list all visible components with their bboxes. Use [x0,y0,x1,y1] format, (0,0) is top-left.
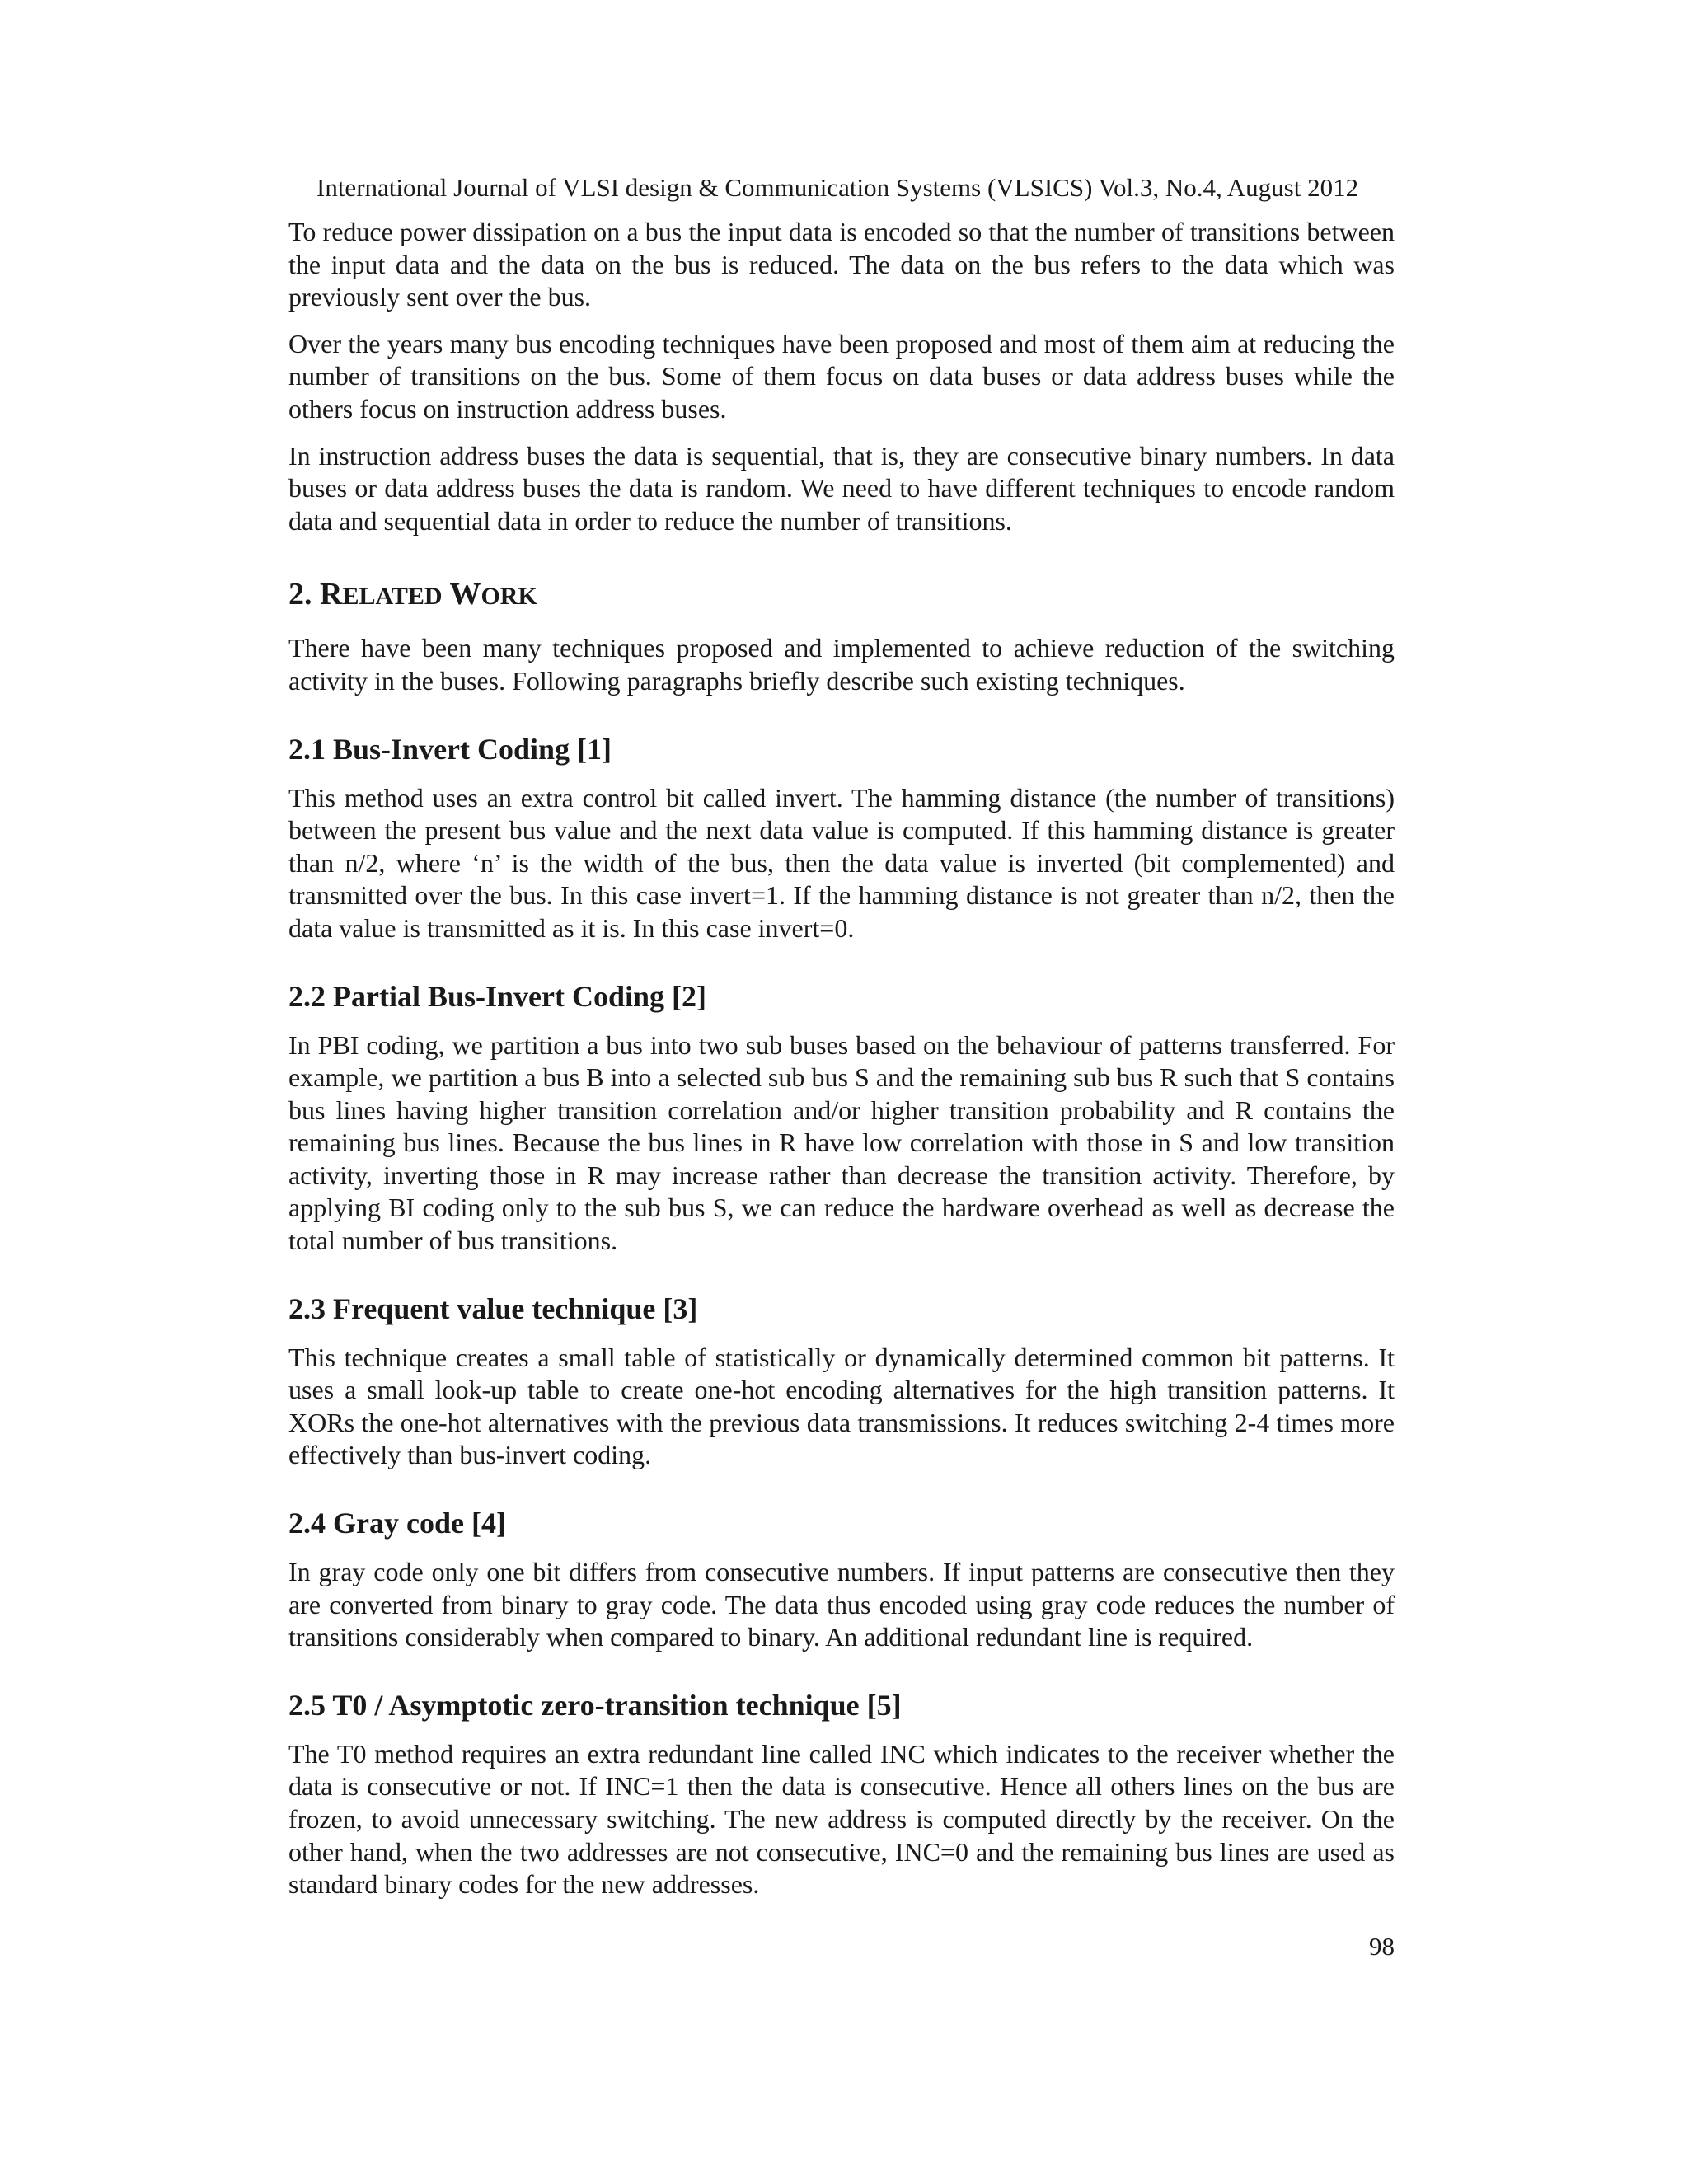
subsection-heading-t0: 2.5 T0 / Asymptotic zero-transition technique [5] [288,1688,902,1722]
section-number: 2. [288,577,312,612]
related-work-paragraph: There have been many techniques proposed and implemented to achieve reduction of the switching activity in the buses. Following paragraphs briefly describe such existing techniques. [288,633,1395,696]
intro-paragraph-3: In instruction address buses the data is sequential, that is, they are consecutive binary numbers. In data buses or data address buses the data is random. We need to have different techniques to encode random data and sequential data in order to reduce the number of transitions. [288,440,1395,536]
intro-paragraph-2: Over the years many bus encoding techniques have been proposed and most of them aim at reducing the number of transitions on the bus. Some of them focus on data buses or data address buses while the others focus on instruction address buses. [288,328,1395,424]
subsection-heading-frequent-value: 2.3 Frequent value technique [3] [288,1291,698,1325]
running-header: International Journal of VLSI design & Communication Systems (VLSICS) Vol.3, No.4, August 2012 [316,173,1359,202]
section-title-ork: ORK [481,583,537,611]
page-content [288,216,1395,1915]
subsection-heading-gray-code: 2.4 Gray code [4] [288,1507,506,1540]
subsection-heading-bus-invert: 2.1 Bus-Invert Coding [1] [288,732,612,766]
subsection-heading-partial-bus-invert: 2.2 Partial Bus-Invert Coding [2] [288,979,706,1013]
intro-paragraph-1: To reduce power dissipation on a bus the input data is encoded so that the number of transitions between the input data and the data on the bus is reduced. The data on the bus refers to the data which was previously sent over the bus. [288,217,1395,312]
section-title-elated: ELATED [342,583,443,611]
page-number: 98 [1369,1932,1395,1961]
subsection-paragraph-partial-bus-invert: In PBI coding, we partition a bus into two sub buses based on the behaviour of patterns transferred. For example, we partition a bus B into a selected sub bus S and the remaining sub bus R such that S contains bus lines having higher transition correlation and/or higher transition probability and R contains the remaining bus lines. Because the bus lines in R have low correlation with those in S and low transition activity, inverting those in R may increase rather than decrease the transition activity. Therefore, by applying BI coding only to the sub bus S, we can reduce the hardware overhead as well as decrease the total number of bus transitions. [288,1029,1395,1256]
subsection-paragraph-t0: The T0 method requires an extra redundant line called INC which indicates to the receiver whether the data is consecutive or not. If INC=1 then the data is consecutive. Hence all others lines on the bus are frozen, to avoid unnecessary switching. The new address is computed directly by the receiver. On the other hand, when the two addresses are not consecutive, INC=0 and the remaining bus lines are used as standard binary codes for the new addresses. [288,1738,1395,1900]
subsection-paragraph-frequent-value: This technique creates a small table of statistically or dynamically determined common bit patterns. It uses a small look-up table to create one-hot encoding alternatives for the high transition patterns. It XORs the one-hot alternatives with the previous data transmissions. It reduces switching 2-4 times more effectively than bus-invert coding. [288,1342,1395,1470]
section-heading-related-work [288,575,1395,616]
section-title-r: R [320,577,343,612]
subsection-paragraph-gray-code: In gray code only one bit differs from consecutive numbers. If input patterns are consecutive then they are converted from binary to gray code. The data thus encoded using gray code reduces the number of transitions considerably when compared to binary. An additional redundant line is required. [288,1557,1395,1652]
section-title-w: W [449,577,481,612]
subsection-paragraph-bus-invert: This method uses an extra control bit called invert. The hamming distance (the number of transitions) between the present bus value and the next data value is computed. If this hamming distance is greater than n/2, where ‘n’ is the width of the bus, then the data value is inverted (bit complemented) and transmitted over the bus. In this case invert=1. If the hamming distance is not greater than n/2, then the data value is transmitted as it is. In this case invert=0. [288,782,1395,943]
